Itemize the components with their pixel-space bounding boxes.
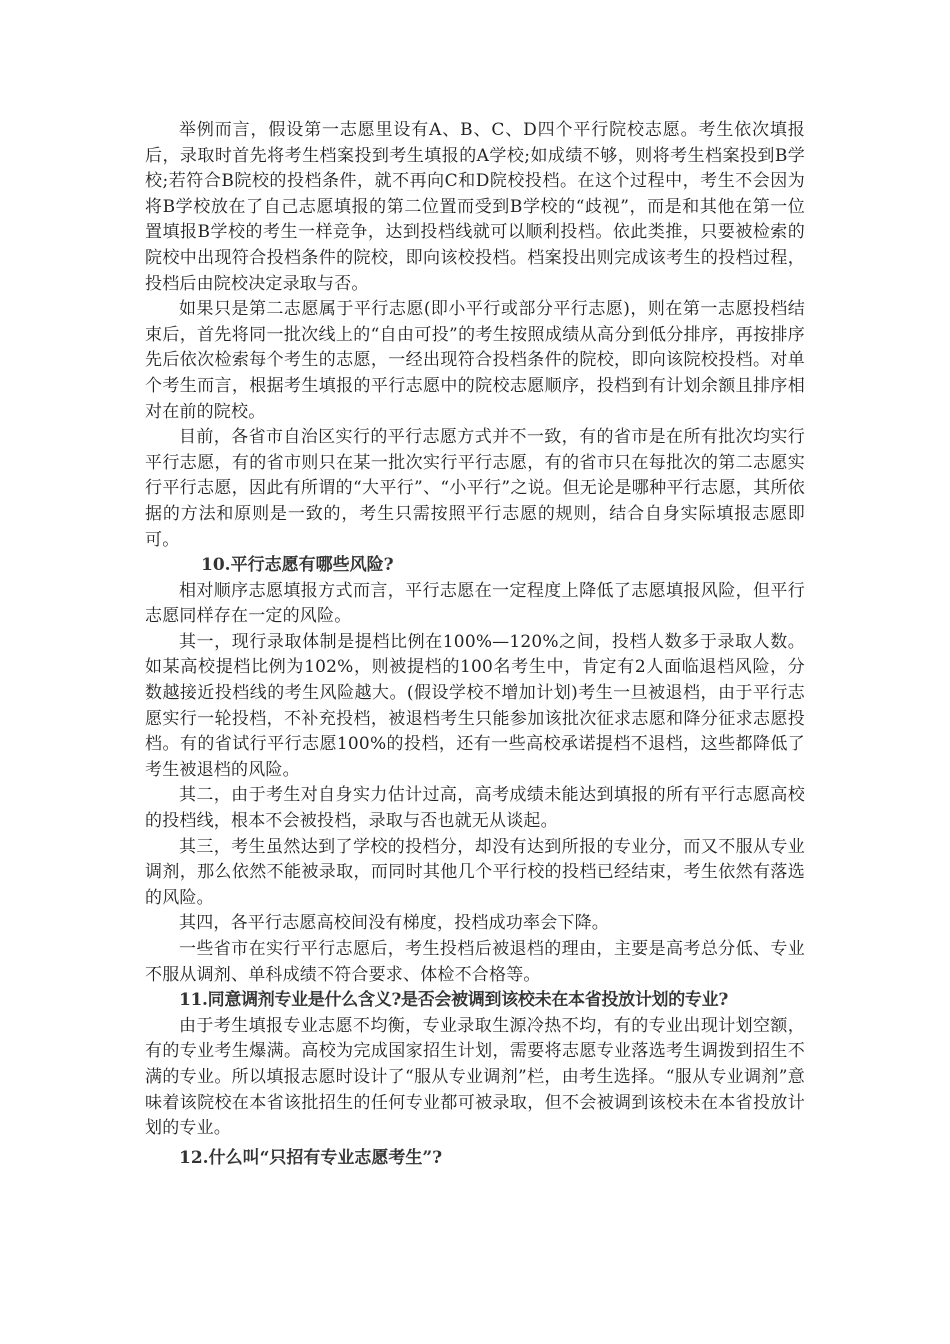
paragraph-risk-three: 其三，考生虽然达到了学校的投档分，却没有达到所报的专业分，而又不服从专业调剂，那么依然不能被录取，而同时其他几个平行校的投档已经结束，考生依然有落选的风险。 [145, 836, 805, 908]
heading-question-12: 12.什么叫“只招有专业志愿考生”? [179, 1147, 443, 1168]
paragraph-risk-two: 其二，由于考生对自身实力估计过高，高考成绩未能达到填报的所有平行志愿高校的投档线，根本不会被投档，录取与否也就无从谈起。 [145, 785, 805, 832]
paragraph-provincial-differences: 目前，各省市自治区实行的平行志愿方式并不一致，有的省市是在所有批次均实行平行志愿，有的省市则只在某一批次实行平行志愿，有的省市只在每批次的第二志愿实行平行志愿，因此有所谓的“大平行”、“小平行”之说。但无论是哪种平行志愿，其所依据的方法和原则是一致的，考生只需按照平行志愿的规则，结合自身实际填报志愿即可。 [145, 427, 805, 550]
heading-question-10: 10.平行志愿有哪些风险? [201, 555, 394, 576]
paragraph-second-choice-parallel: 如果只是第二志愿属于平行志愿(即小平行或部分平行志愿)，则在第一志愿投档结束后，首先将同一批次线上的“自由可投”的考生按照成绩从高分到低分排序，再按排序先后依次检索每个考生的志愿，一经出现符合投档条件的院校，即向该院校投档。对单个考生而言，根据考生填报的平行志愿中的院校志愿顺序，投档到有计划余额且排序相对在前的院校。 [145, 299, 805, 422]
paragraph-rejection-reasons: 一些省市在实行平行志愿后，考生投档后被退档的理由，主要是高考总分低、专业不服从调剂、单科成绩不符合要求、体检不合格等。 [145, 939, 805, 985]
paragraph-risk-one: 其一，现行录取体制是提档比例在100%—120%之间，投档人数多于录取人数。如某高校提档比例为102%，则被提档的100名考生中，肯定有2人面临退档风险，分数越接近投档线的考生风险越大。(假设学校不增加计划)考生一旦被退档，由于平行志愿实行一轮投档，不补充投档，被退档考生只能参加该批次征求志愿和降分征求志愿投档。有的省试行平行志愿100%的投档，还有一些高校承诺提档不退档，这些都降低了考生被退档的风险。 [145, 631, 805, 780]
paragraph-risk-four: 其四，各平行志愿高校间没有梯度，投档成功率会下降。 [179, 913, 609, 934]
heading-question-11: 11.同意调剂专业是什么含义?是否会被调到该校未在本省投放计划的专业? [179, 990, 728, 1011]
paragraph-major-adjustment: 由于考生填报专业志愿不均衡，专业录取生源冷热不均，有的专业出现计划空额，有的专业考生爆满。高校为完成国家招生计划，需要将志愿专业落选考生调拨到招生不满的专业。所以填报志愿时设计了“服从专业调剂”栏，由考生选择。“服从专业调剂”意味着该院校在本省该批招生的任何专业都可被录取，但不会被调到该校未在本省投放计划的专业。 [145, 1015, 805, 1139]
paragraph-parallel-example: 举例而言，假设第一志愿里设有A、B、C、D四个平行院校志愿。考生依次填报后，录取时首先将考生档案投到考生填报的A学校;如成绩不够，则将考生档案投到B学校;若符合B院校的投档条件，就不再向C和D院校投档。在这个过程中，考生不会因为将B学校放在了自己志愿填报的第二位置而受到B学校的“歧视”，而是和其他在第一位置填报B学校的考生一样竞争，达到投档线就可以顺利投档。依此类推，只要被检索的院校中出现符合投档条件的院校，即向该校投档。档案投出则完成该考生的投档过程，投档后由院校决定录取与否。 [145, 120, 805, 294]
paragraph-risk-intro: 相对顺序志愿填报方式而言，平行志愿在一定程度上降低了志愿填报风险，但平行志愿同样存在一定的风险。 [145, 580, 805, 627]
document-body [145, 118, 805, 1171]
